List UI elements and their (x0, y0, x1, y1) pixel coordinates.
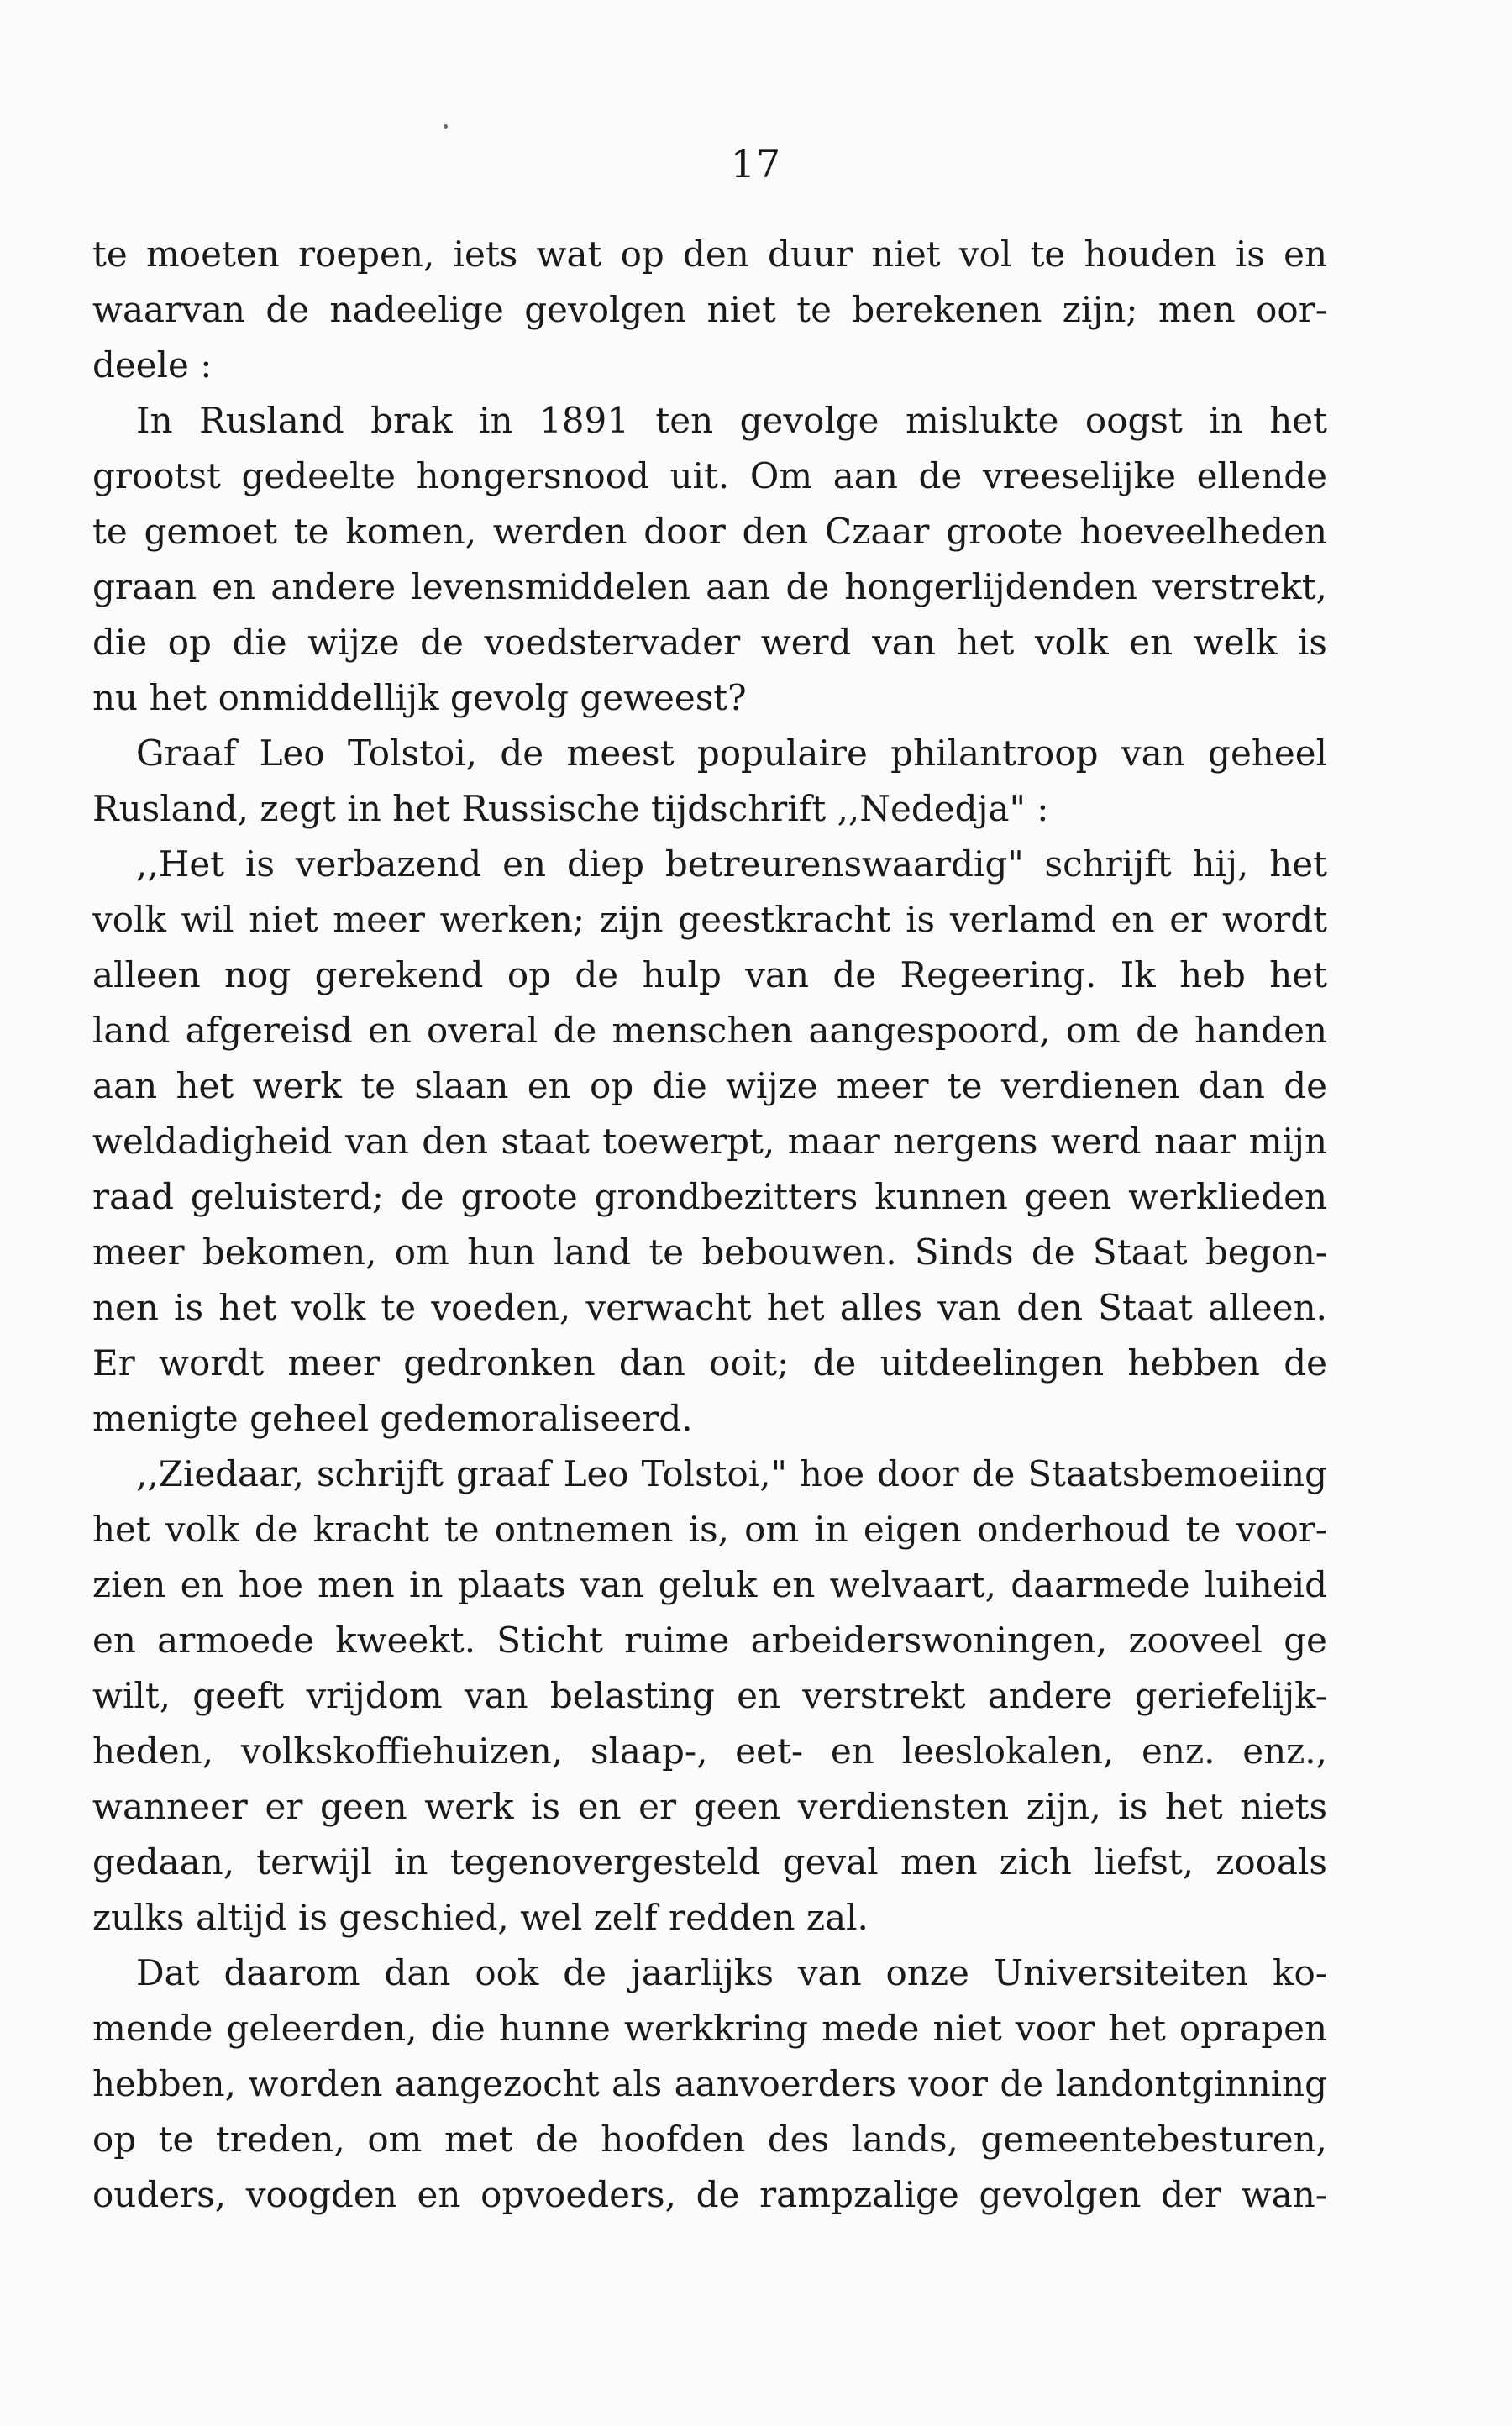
text-line: grootst gedeelte hongersnood uit. Om aan de vreeselijke ellende (92, 455, 1327, 496)
text-line: weldadigheid van den staat toewerpt, maar nergens werd naar mijn (92, 1121, 1327, 1162)
text-line: aan het werk te slaan en op die wijze meer te verdienen dan de (92, 1065, 1327, 1106)
text-line: Rusland, zegt in het Russische tijdschrift ,,Nededja" : (92, 788, 1049, 829)
text-line: het volk de kracht te ontnemen is, om in eigen onderhoud te voor- (92, 1509, 1327, 1550)
text-line: Er wordt meer gedronken dan ooit; de uitdeelingen hebben de (92, 1342, 1327, 1384)
text-line: volk wil niet meer werken; zijn geestkracht is verlamd en er wordt (92, 899, 1327, 940)
print-speck (444, 124, 448, 129)
text-line: nu het onmiddellijk gevolg geweest? (92, 677, 747, 718)
text-line: menigte geheel gedemoraliseerd. (92, 1398, 693, 1439)
text-line: land afgereisd en overal de menschen aangespoord, om de handen (92, 1010, 1327, 1051)
text-line: en armoede kweekt. Sticht ruime arbeiderswoningen, zooveel ge (92, 1620, 1327, 1661)
text-line: zulks altijd is geschied, wel zelf redden zal. (92, 1897, 869, 1938)
text-line: ,,Ziedaar, schrijft graaf Leo Tolstoi," hoe door de Staatsbemoeiing (136, 1453, 1327, 1494)
text-line: Dat daarom dan ook de jaarlijks van onze Universiteiten ko- (136, 1952, 1327, 1993)
text-line: wilt, geeft vrijdom van belasting en verstrekt andere geriefelijk- (92, 1675, 1327, 1716)
text-line: zien en hoe men in plaats van geluk en welvaart, daarmede luiheid (92, 1564, 1327, 1605)
text-line: meer bekomen, om hun land te bebouwen. Sinds de Staat begon- (92, 1231, 1327, 1273)
text-line: te gemoet te komen, werden door den Czaar groote hoeveelheden (92, 511, 1327, 552)
text-line: In Rusland brak in 1891 ten gevolge mislukte oogst in het (136, 400, 1327, 441)
text-line: graan en andere levensmiddelen aan de hongerlijdenden verstrekt, (92, 566, 1327, 607)
text-line: deele : (92, 344, 213, 386)
text-line: gedaan, terwijl in tegenovergesteld geval men zich liefst, zooals (92, 1841, 1327, 1883)
text-line: te moeten roepen, iets wat op den duur niet vol te houden is en (92, 234, 1327, 275)
text-line: nen is het volk te voeden, verwacht het alles van den Staat alleen. (92, 1287, 1327, 1328)
text-line: ouders, voogden en opvoeders, de rampzalige gevolgen der wan- (92, 2174, 1327, 2215)
text-line: die op die wijze de voedstervader werd van het volk en welk is (92, 622, 1327, 663)
text-line: Graaf Leo Tolstoi, de meest populaire philantroop van geheel (136, 733, 1327, 774)
text-line: wanneer er geen werk is en er geen verdiensten zijn, is het niets (92, 1786, 1327, 1827)
text-line: raad geluisterd; de groote grondbezitters kunnen geen werklieden (92, 1176, 1327, 1217)
text-line: ,,Het is verbazend en diep betreurenswaardig" schrijft hij, het (136, 843, 1327, 885)
text-line: alleen nog gerekend op de hulp van de Regeering. Ik heb het (92, 954, 1327, 995)
text-line: heden, volkskoffiehuizen, slaap-, eet- en leeslokalen, enz. enz., (92, 1730, 1327, 1772)
page-number: 17 (730, 141, 782, 186)
text-line: waarvan de nadeelige gevolgen niet te berekenen zijn; men oor- (92, 289, 1327, 330)
body-text (92, 227, 1327, 2223)
text-line: op te treden, om met de hoofden des lands, gemeentebesturen, (92, 2119, 1327, 2160)
text-line: hebben, worden aangezocht als aanvoerders voor de landontginning (92, 2063, 1327, 2104)
text-line: mende geleerden, die hunne werkkring mede niet voor het oprapen (92, 2008, 1327, 2049)
